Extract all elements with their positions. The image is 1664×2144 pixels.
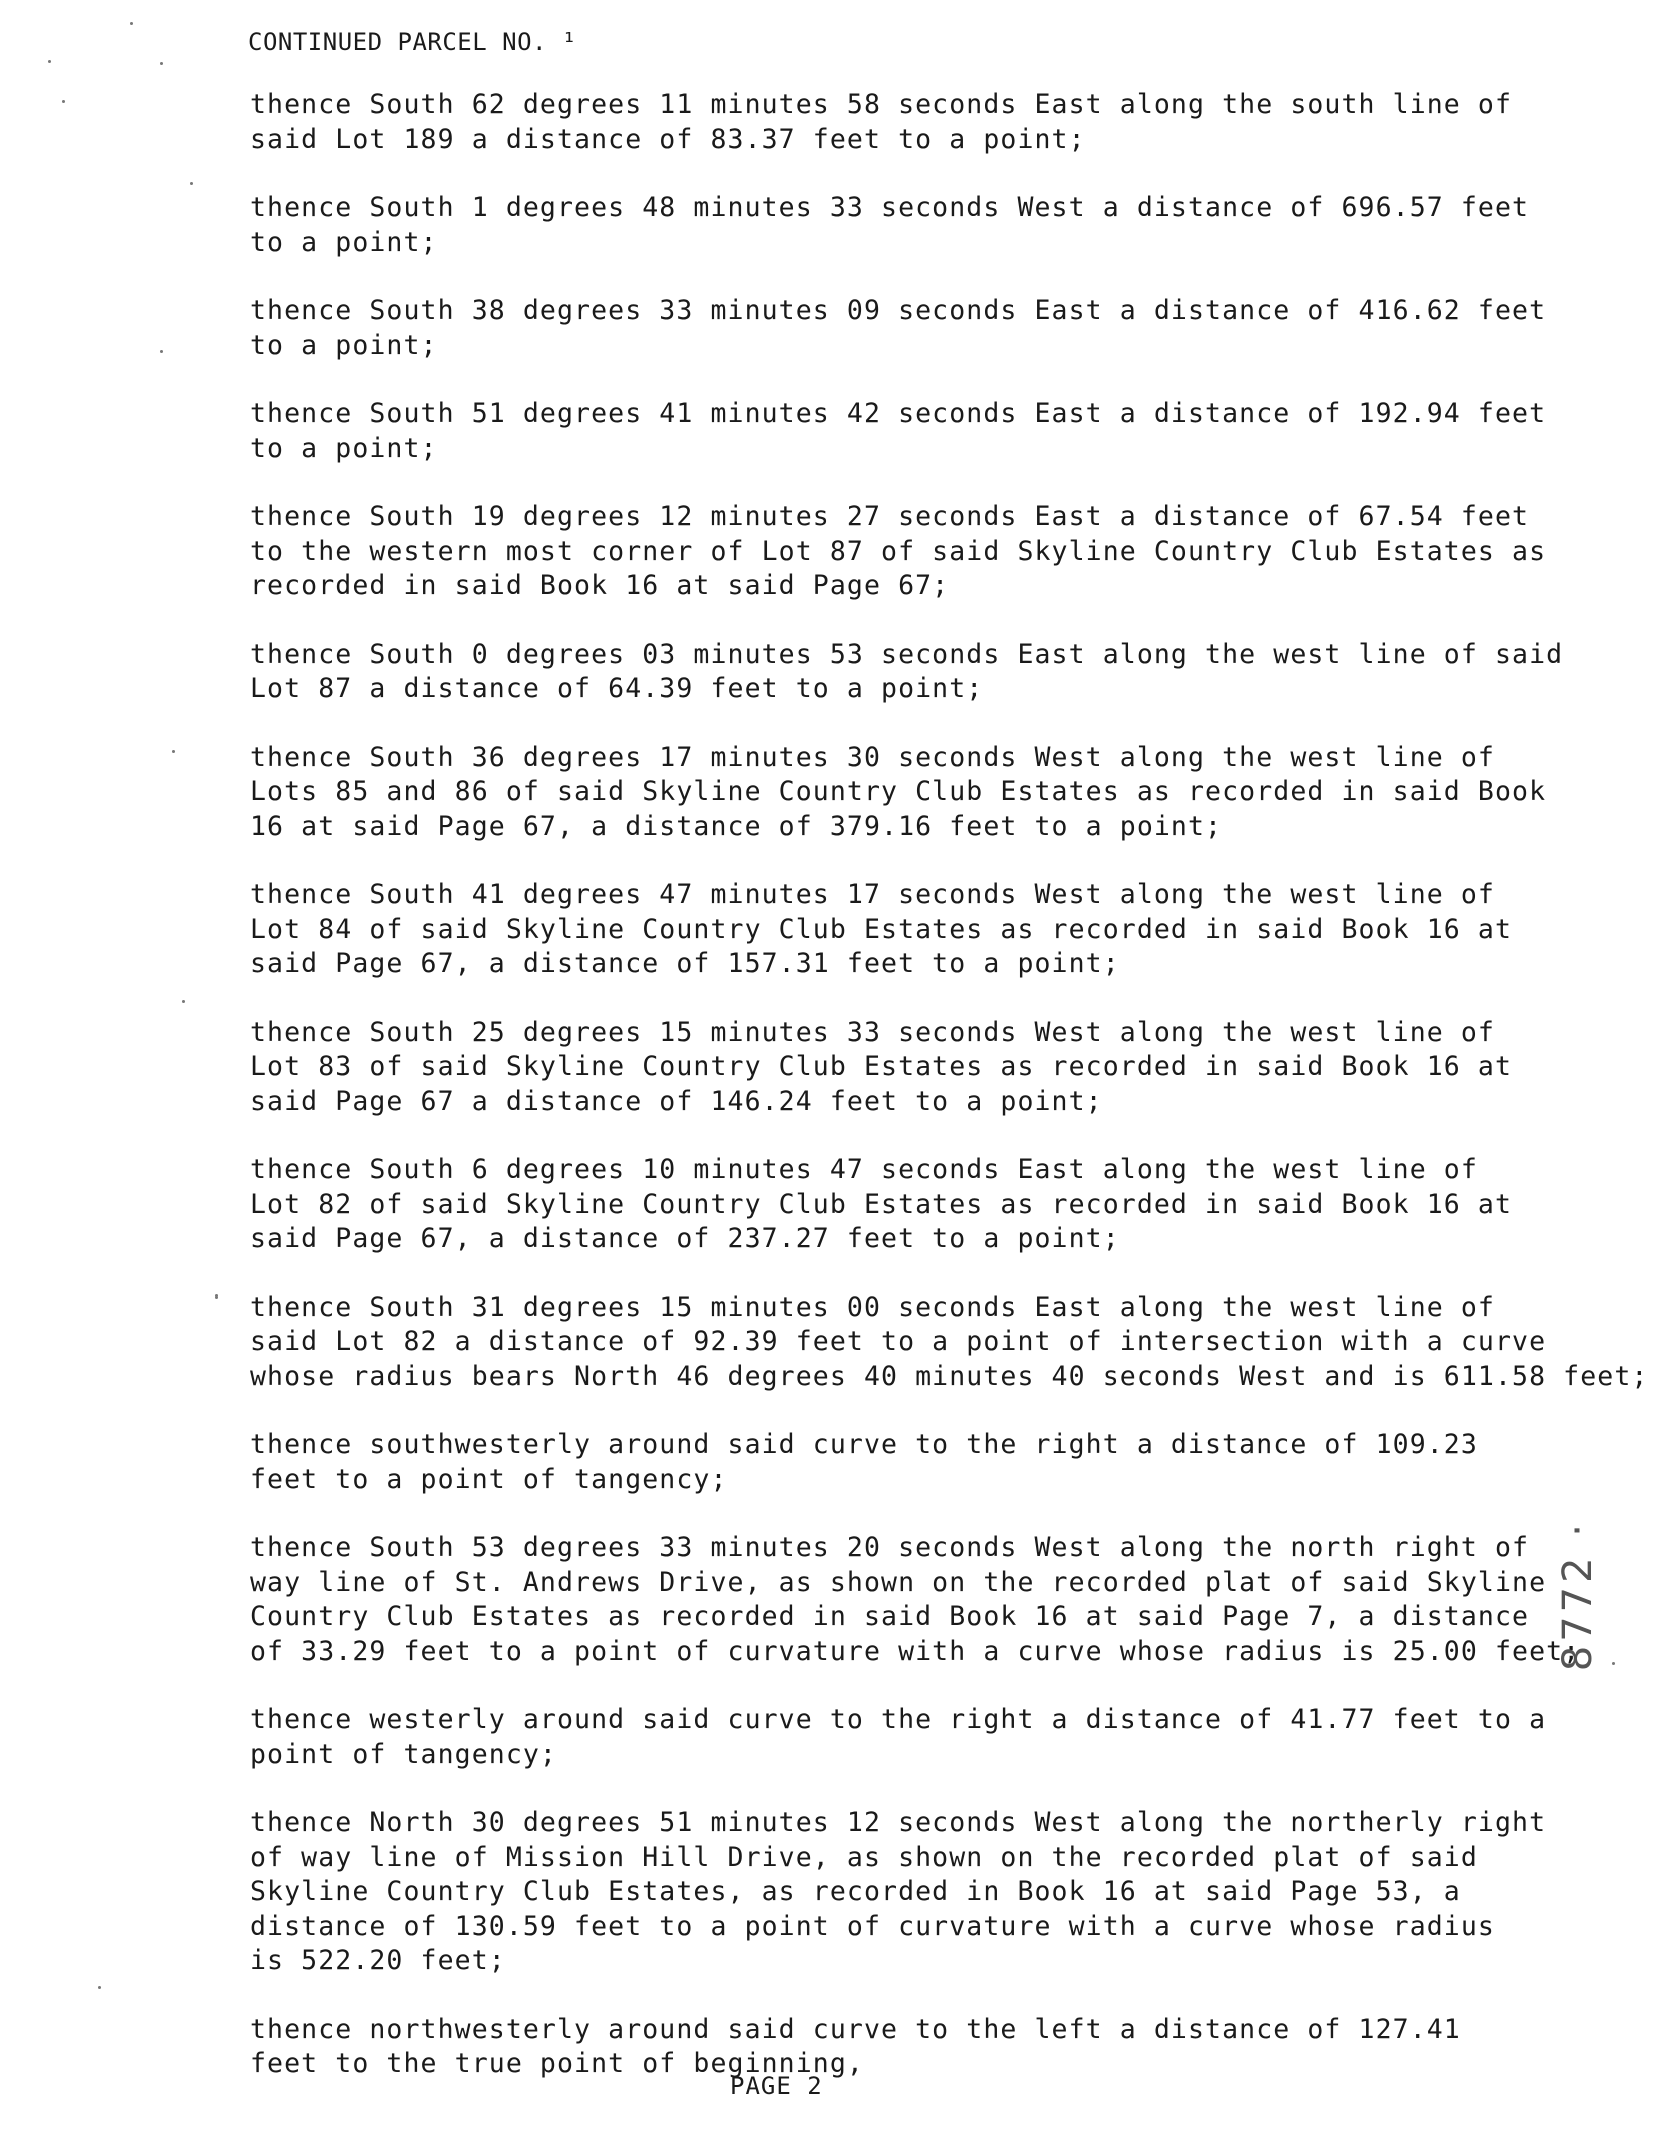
scan-speck	[182, 1000, 185, 1003]
text-line: way line of St. Andrews Drive, as shown on the recorded plat of said Skyline	[250, 1566, 1547, 1598]
text-line: thence South 38 degrees 33 minutes 09 seconds East a distance of 416.62 feet	[250, 295, 1547, 326]
text-line: feet to a point of tangency;	[250, 1463, 728, 1495]
legal-description	[250, 88, 1650, 2116]
scan-speck	[172, 750, 175, 753]
scan-speck	[215, 1296, 218, 1299]
text-line: Skyline Country Club Estates, as recorded in Book 16 at said Page 53, a	[250, 1876, 1461, 1907]
text-line: said Lot 189 a distance of 83.37 feet to a point;	[250, 123, 1086, 155]
text-line: to a point;	[250, 226, 438, 258]
scan-speck	[160, 62, 163, 65]
text-line: thence South 31 degrees 15 minutes 00 seconds East along the west line of	[250, 1291, 1495, 1323]
course-paragraph-13	[250, 1531, 1650, 1669]
scan-speck	[48, 60, 51, 63]
text-line: 16 at said Page 67, a distance of 379.16 feet to a point;	[250, 810, 1223, 842]
scan-speck	[190, 182, 193, 185]
course-paragraph-4	[250, 397, 1650, 466]
parcel-header: CONTINUED PARCEL NO. ¹	[248, 28, 577, 56]
scan-speck	[1612, 1662, 1615, 1665]
text-line: to a point;	[250, 329, 438, 361]
text-line: thence South 36 degrees 17 minutes 30 seconds West along the west line of	[250, 741, 1495, 773]
text-line: to the western most corner of Lot 87 of said Skyline Country Club Estates as	[250, 535, 1547, 567]
text-line: said Page 67 a distance of 146.24 feet to a point;	[250, 1085, 1103, 1117]
course-paragraph-5	[250, 500, 1650, 604]
text-line: thence southwesterly around said curve to the right a distance of 109.23	[250, 1429, 1478, 1460]
text-line: thence South 62 degrees 11 minutes 58 seconds East along the south line of	[250, 89, 1513, 120]
text-line: thence South 53 degrees 33 minutes 20 seconds West along the north right of	[250, 1532, 1530, 1563]
text-line: Lot 84 of said Skyline Country Club Estates as recorded in said Book 16 at	[250, 913, 1513, 945]
scan-speck	[130, 22, 133, 25]
text-line: feet to the true point of beginning,	[250, 2048, 864, 2079]
scan-speck	[62, 100, 65, 103]
text-line: thence South 19 degrees 12 minutes 27 seconds East a distance of 67.54 feet	[250, 501, 1530, 532]
course-paragraph-3	[250, 294, 1650, 363]
text-line: distance of 130.59 feet to a point of curvature with a curve whose radius	[250, 1910, 1495, 1942]
scan-speck	[98, 1986, 101, 1989]
text-line: Lot 87 a distance of 64.39 feet to a point;	[250, 673, 984, 704]
text-line: of 33.29 feet to a point of curvature with a curve whose radius is 25.00 feet;	[250, 1635, 1581, 1667]
text-line: is 522.20 feet;	[250, 1945, 506, 1976]
text-line: of way line of Mission Hill Drive, as shown on the recorded plat of said	[250, 1841, 1478, 1873]
text-line: whose radius bears North 46 degrees 40 minutes 40 seconds West and is 611.58 feet;	[250, 1360, 1649, 1392]
text-line: thence South 6 degrees 10 minutes 47 seconds East along the west line of	[250, 1154, 1478, 1185]
course-paragraph-6	[250, 638, 1650, 707]
course-paragraph-10	[250, 1153, 1650, 1257]
text-line: recorded in said Book 16 at said Page 67;	[250, 570, 950, 601]
text-line: Lots 85 and 86 of said Skyline Country Club Estates as recorded in said Book	[250, 776, 1547, 807]
course-paragraph-2	[250, 191, 1650, 260]
text-line: Lot 83 of said Skyline Country Club Estates as recorded in said Book 16 at	[250, 1051, 1513, 1082]
recording-stamp: 8772 ·	[1555, 1520, 1601, 1672]
course-paragraph-1	[250, 88, 1650, 157]
text-line: thence South 25 degrees 15 minutes 33 seconds West along the west line of	[250, 1016, 1495, 1048]
text-line: thence northwesterly around said curve to the left a distance of 127.41	[250, 2013, 1461, 2045]
text-line: Country Club Estates as recorded in said Book 16 at said Page 7, a distance	[250, 1601, 1530, 1632]
course-paragraph-8	[250, 878, 1650, 982]
scan-speck	[160, 350, 163, 353]
text-line: point of tangency;	[250, 1738, 557, 1770]
text-line: thence North 30 degrees 51 minutes 12 seconds West along the northerly right	[250, 1807, 1547, 1838]
text-line: thence South 0 degrees 03 minutes 53 seconds East along the west line of said	[250, 638, 1564, 670]
course-paragraph-11	[250, 1291, 1650, 1395]
text-line: to a point;	[250, 432, 438, 464]
text-line: said Page 67, a distance of 157.31 feet to a point;	[250, 948, 1120, 979]
page-number: PAGE 2	[730, 2072, 823, 2100]
course-paragraph-15	[250, 1806, 1650, 1979]
text-line: thence South 41 degrees 47 minutes 17 seconds West along the west line of	[250, 879, 1495, 910]
text-line: thence westerly around said curve to the right a distance of 41.77 feet to a	[250, 1704, 1547, 1735]
course-paragraph-12	[250, 1428, 1650, 1497]
course-paragraph-16	[250, 2013, 1650, 2082]
course-paragraph-7	[250, 741, 1650, 845]
text-line: said Lot 82 a distance of 92.39 feet to a point of intersection with a curve	[250, 1326, 1547, 1357]
course-paragraph-9	[250, 1016, 1650, 1120]
text-line: thence South 51 degrees 41 minutes 42 seconds East a distance of 192.94 feet	[250, 398, 1547, 429]
course-paragraph-14	[250, 1703, 1650, 1772]
text-line: Lot 82 of said Skyline Country Club Estates as recorded in said Book 16 at	[250, 1188, 1513, 1220]
text-line: thence South 1 degrees 48 minutes 33 seconds West a distance of 696.57 feet	[250, 192, 1530, 223]
text-line: said Page 67, a distance of 237.27 feet to a point;	[250, 1223, 1120, 1254]
